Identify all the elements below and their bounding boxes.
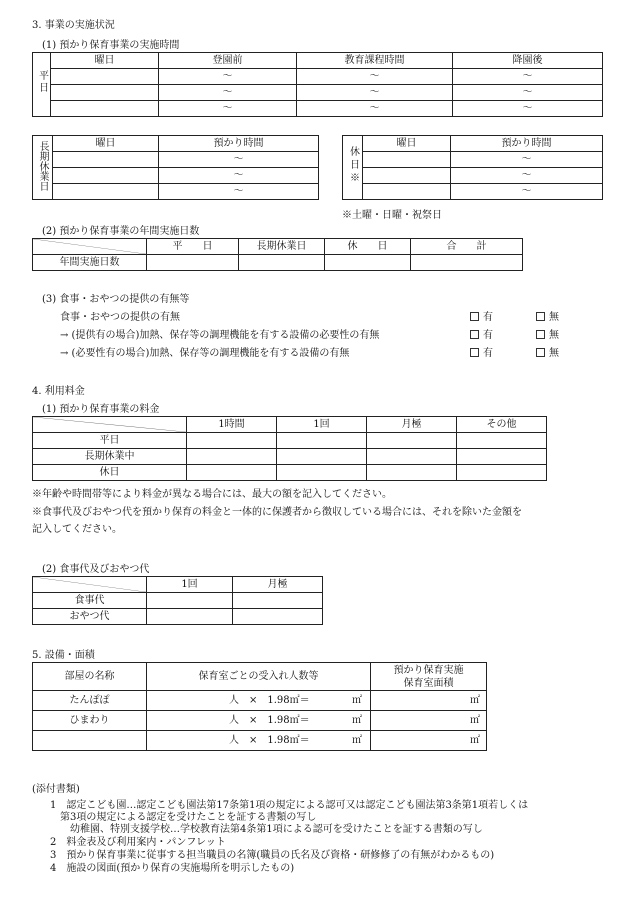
holiday-hours-table: 休日※ 曜日 預かり時間 〜 〜 〜 bbox=[342, 135, 603, 200]
room-name: たんぽぽ bbox=[33, 691, 147, 711]
attachment-1a: 1 認定こども園…認定こども園法第17条第1項の規定による認可又は認定こども園法第3条第1項若しくは bbox=[50, 800, 529, 811]
section4-2-title: (2) 食事代及びおやつ代 bbox=[42, 564, 150, 575]
attachments-title: (添付書類) bbox=[32, 784, 80, 795]
section4-title: 4. 利用料金 bbox=[32, 386, 85, 397]
header-capacity: 保育室ごとの受入れ人数等 bbox=[147, 663, 371, 691]
annual-days-table: 平 日 長期休業日 休 日 合 計 年間実施日数 bbox=[32, 238, 523, 271]
need-yes-checkbox[interactable]: 有 bbox=[470, 326, 493, 341]
holiday-label: 休日※ bbox=[343, 136, 363, 200]
fee-note-1: ※年齢や時間帯等により料金が異なる場合には、最大の額を記入してください。 bbox=[32, 489, 392, 500]
weekday-label: 平日 bbox=[33, 53, 51, 117]
section3-1-title: (1) 預かり保育事業の実施時間 bbox=[42, 40, 180, 51]
room-name: ひまわり bbox=[33, 711, 147, 731]
need-no-checkbox[interactable]: 無 bbox=[536, 326, 559, 341]
holiday-note: ※土曜・日曜・祝祭日 bbox=[342, 210, 442, 221]
section5-title: 5. 設備・面積 bbox=[32, 650, 95, 661]
corner-cell bbox=[33, 577, 147, 593]
fee-note-2a: ※食事代及びおやつ代を預かり保育の料金と一体的に保護者から徴収している場合には、それを除いた金額を bbox=[32, 507, 522, 518]
header-after: 降園後 bbox=[453, 53, 603, 69]
facility-no-checkbox[interactable]: 無 bbox=[536, 344, 559, 359]
attachment-1b: 第3項の規定による認定を受けたことを証する書類の写し bbox=[60, 812, 317, 823]
fee-table: 1時間 1回 月極 その他 平日 長期休業中 休日 bbox=[32, 416, 547, 481]
attachment-1c: 幼稚園、特別支援学校…学校教育法第4条第1項による認可を受けたことを証する書類の写し bbox=[70, 824, 483, 835]
cooking-need-question: → (提供有の場合)加熱、保存等の調理機能を有する設備の必要性の有無 bbox=[60, 330, 380, 341]
meal-yes-checkbox[interactable]: 有 bbox=[470, 308, 493, 323]
corner-cell bbox=[33, 417, 187, 433]
section3-3-title: (3) 食事・おやつの提供の有無等 bbox=[42, 294, 190, 305]
attachment-2: 2 料金表及び利用案内・パンフレット bbox=[50, 837, 226, 848]
section3-2-title: (2) 預かり保育事業の年間実施日数 bbox=[42, 226, 200, 237]
attachment-4: 4 施設の図面(預かり保育の実施場所を明示したもの) bbox=[50, 863, 295, 874]
long-vacation-label: 長期休業日 bbox=[33, 136, 53, 200]
header-area: 預かり保育実施 保育室面積 bbox=[371, 663, 487, 691]
weekday-hours-table: 平日 曜日 登園前 教育課程時間 降園後 〜 〜 〜 〜 〜 〜 〜 〜 〜 bbox=[32, 52, 603, 117]
room-name[interactable] bbox=[33, 731, 147, 751]
header-curriculum: 教育課程時間 bbox=[297, 53, 453, 69]
section3-title: 3. 事業の実施状況 bbox=[32, 20, 115, 31]
header-day: 曜日 bbox=[51, 53, 159, 69]
meal-no-checkbox[interactable]: 無 bbox=[536, 308, 559, 323]
food-fee-table: 1回 月極 食事代 おやつ代 bbox=[32, 576, 323, 625]
annual-days-label: 年間実施日数 bbox=[33, 255, 147, 271]
facility-table: 部屋の名称 保育室ごとの受入れ人数等 預かり保育実施 保育室面積 たんぽぽ 人 × 1.98㎡＝ ㎡ ㎡ ひまわり 人 × 1.98㎡＝ ㎡ ㎡ 人 × 1.98㎡＝ ㎡ ㎡ bbox=[32, 662, 487, 751]
cooking-facility-question: → (必要性有の場合)加熱、保存等の調理機能を有する設備の有無 bbox=[60, 348, 350, 359]
header-before: 登園前 bbox=[159, 53, 297, 69]
corner-cell bbox=[33, 239, 147, 255]
header-room: 部屋の名称 bbox=[33, 663, 147, 691]
section4-1-title: (1) 預かり保育事業の料金 bbox=[42, 404, 160, 415]
facility-yes-checkbox[interactable]: 有 bbox=[470, 344, 493, 359]
attachment-3: 3 預かり保育事業に従事する担当職員の名簿(職員の氏名及び資格・研修修了の有無がわかるもの) bbox=[50, 850, 495, 861]
long-vacation-hours-table: 長期休業日 曜日 預かり時間 〜 〜 〜 bbox=[32, 135, 319, 200]
meal-question: 食事・おやつの提供の有無 bbox=[60, 312, 180, 323]
fee-note-2b: 記入してください。 bbox=[32, 524, 122, 535]
